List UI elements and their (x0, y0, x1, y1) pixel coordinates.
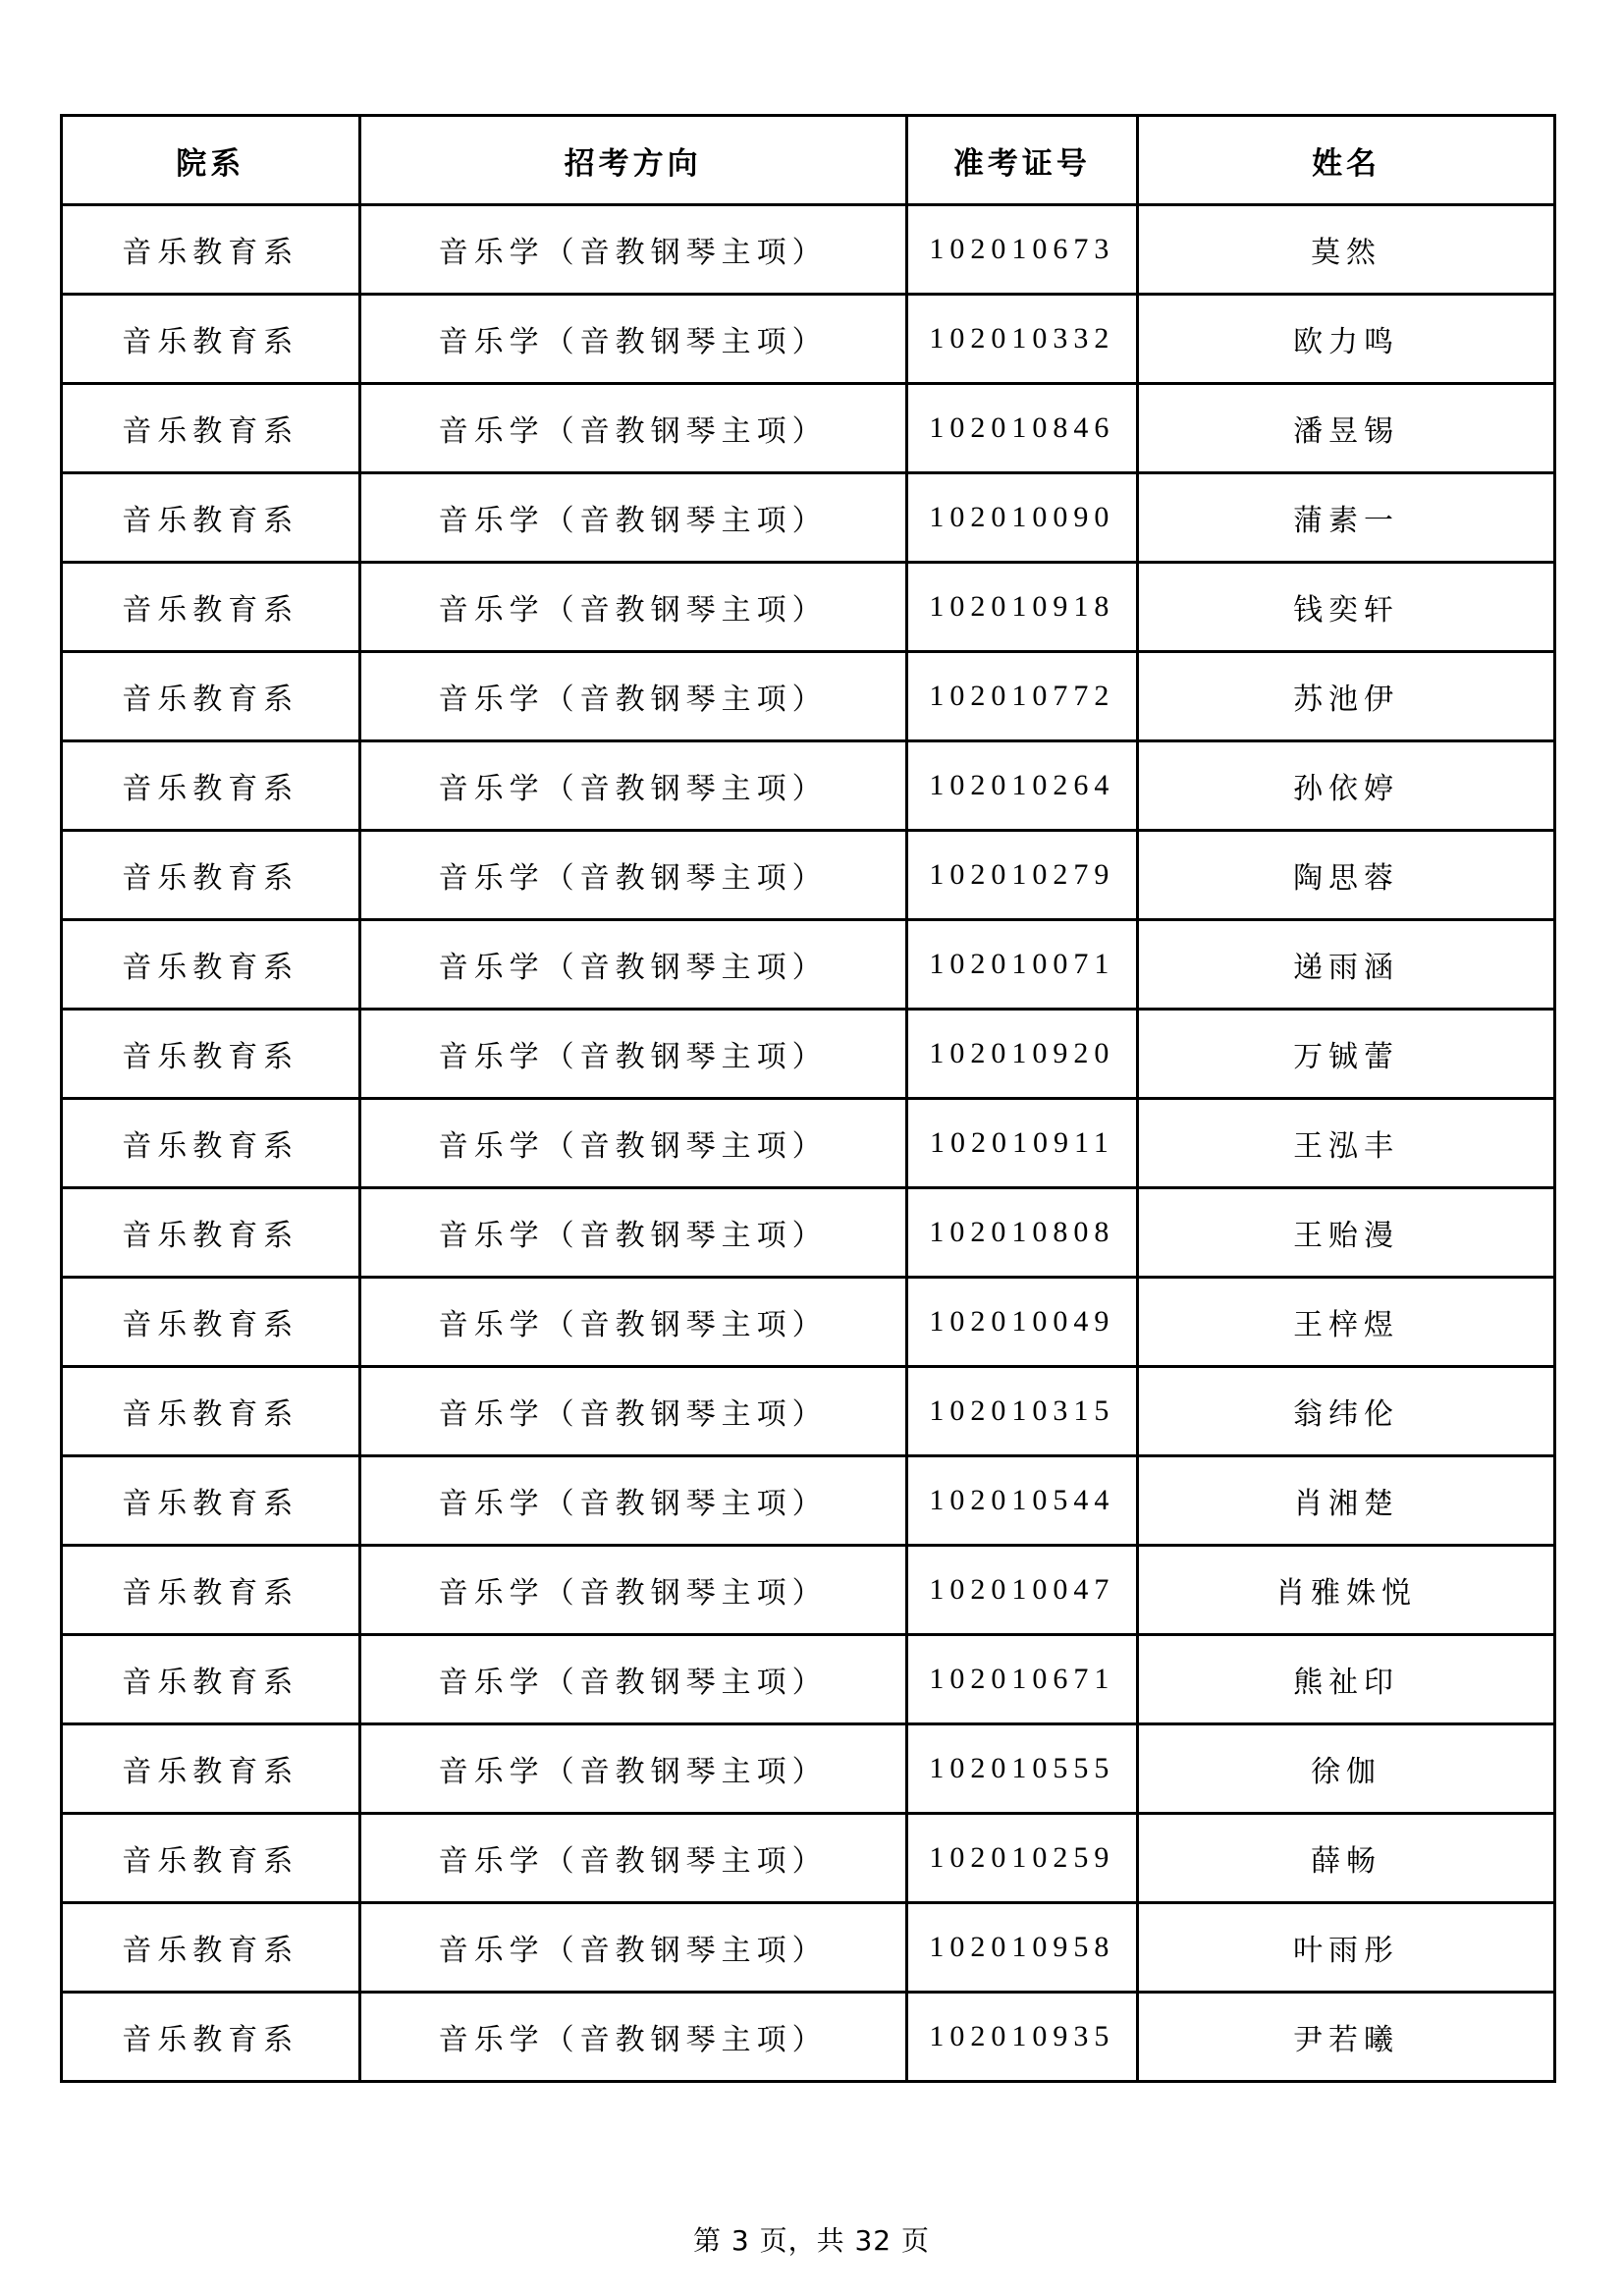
cell-department: 音乐教育系 (62, 1278, 360, 1367)
cell-exam-number: 102010279 (906, 831, 1137, 920)
cell-direction: 音乐学（音教钢琴主项） (359, 1367, 906, 1456)
cell-department: 音乐教育系 (62, 652, 360, 741)
cell-direction: 音乐学（音教钢琴主项） (359, 1278, 906, 1367)
cell-name: 孙依婷 (1138, 741, 1555, 831)
table-row (62, 1010, 1555, 1099)
cell-department: 音乐教育系 (62, 1724, 360, 1814)
cell-direction: 音乐学（音教钢琴主项） (359, 1456, 906, 1546)
cell-exam-number: 102010772 (906, 652, 1137, 741)
cell-department: 音乐教育系 (62, 1367, 360, 1456)
table-row (62, 205, 1555, 295)
table-row (62, 741, 1555, 831)
table-row (62, 831, 1555, 920)
cell-department: 音乐教育系 (62, 831, 360, 920)
table-row (62, 384, 1555, 473)
cell-name: 蒲素一 (1138, 473, 1555, 563)
cell-exam-number: 102010259 (906, 1814, 1137, 1903)
cell-exam-number: 102010808 (906, 1188, 1137, 1278)
cell-department: 音乐教育系 (62, 1814, 360, 1903)
cell-direction: 音乐学（音教钢琴主项） (359, 1903, 906, 1993)
cell-name: 苏池伊 (1138, 652, 1555, 741)
cell-name: 肖雅姝悦 (1138, 1546, 1555, 1635)
cell-name: 熊祉印 (1138, 1635, 1555, 1724)
cell-name: 肖湘楚 (1138, 1456, 1555, 1546)
table-row (62, 652, 1555, 741)
cell-name: 万铖蕾 (1138, 1010, 1555, 1099)
cell-name: 王梓煜 (1138, 1278, 1555, 1367)
cell-department: 音乐教育系 (62, 1546, 360, 1635)
table-row (62, 1546, 1555, 1635)
cell-department: 音乐教育系 (62, 1188, 360, 1278)
cell-exam-number: 102010264 (906, 741, 1137, 831)
cell-exam-number: 102010544 (906, 1456, 1137, 1546)
cell-name: 翁纬伦 (1138, 1367, 1555, 1456)
cell-exam-number: 102010090 (906, 473, 1137, 563)
cell-department: 音乐教育系 (62, 1099, 360, 1188)
table-row (62, 563, 1555, 652)
cell-department: 音乐教育系 (62, 1456, 360, 1546)
cell-department: 音乐教育系 (62, 295, 360, 384)
cell-direction: 音乐学（音教钢琴主项） (359, 1635, 906, 1724)
cell-direction: 音乐学（音教钢琴主项） (359, 831, 906, 920)
table-row (62, 1635, 1555, 1724)
cell-department: 音乐教育系 (62, 1903, 360, 1993)
cell-direction: 音乐学（音教钢琴主项） (359, 473, 906, 563)
cell-exam-number: 102010918 (906, 563, 1137, 652)
cell-name: 王泓丰 (1138, 1099, 1555, 1188)
cell-name: 叶雨彤 (1138, 1903, 1555, 1993)
cell-exam-number: 102010315 (906, 1367, 1137, 1456)
cell-name: 莫然 (1138, 205, 1555, 295)
cell-department: 音乐教育系 (62, 920, 360, 1010)
cell-name: 递雨涵 (1138, 920, 1555, 1010)
cell-direction: 音乐学（音教钢琴主项） (359, 1010, 906, 1099)
cell-exam-number: 102010958 (906, 1903, 1137, 1993)
table-row (62, 1903, 1555, 1993)
cell-department: 音乐教育系 (62, 741, 360, 831)
cell-direction: 音乐学（音教钢琴主项） (359, 652, 906, 741)
table-row (62, 1456, 1555, 1546)
header-department: 院系 (62, 116, 360, 205)
cell-exam-number: 102010047 (906, 1546, 1137, 1635)
cell-department: 音乐教育系 (62, 563, 360, 652)
table-row (62, 295, 1555, 384)
cell-name: 王贻漫 (1138, 1188, 1555, 1278)
cell-exam-number: 102010920 (906, 1010, 1137, 1099)
cell-direction: 音乐学（音教钢琴主项） (359, 563, 906, 652)
cell-department: 音乐教育系 (62, 1993, 360, 2082)
cell-exam-number: 102010673 (906, 205, 1137, 295)
page-number: 第 3 页，共 32 页 (692, 2224, 931, 2257)
cell-exam-number: 102010071 (906, 920, 1137, 1010)
cell-department: 音乐教育系 (62, 205, 360, 295)
cell-name: 尹若曦 (1138, 1993, 1555, 2082)
cell-name: 欧力鸣 (1138, 295, 1555, 384)
cell-direction: 音乐学（音教钢琴主项） (359, 741, 906, 831)
table-header (62, 116, 1555, 205)
cell-exam-number: 102010332 (906, 295, 1137, 384)
cell-department: 音乐教育系 (62, 473, 360, 563)
cell-direction: 音乐学（音教钢琴主项） (359, 295, 906, 384)
table-body (62, 205, 1555, 2082)
cell-department: 音乐教育系 (62, 1010, 360, 1099)
cell-name: 潘昱锡 (1138, 384, 1555, 473)
table-row (62, 473, 1555, 563)
cell-exam-number: 102010555 (906, 1724, 1137, 1814)
cell-direction: 音乐学（音教钢琴主项） (359, 1546, 906, 1635)
cell-direction: 音乐学（音教钢琴主项） (359, 205, 906, 295)
header-row (62, 116, 1555, 205)
table-row (62, 1814, 1555, 1903)
cell-exam-number: 102010911 (906, 1099, 1137, 1188)
cell-direction: 音乐学（音教钢琴主项） (359, 920, 906, 1010)
cell-direction: 音乐学（音教钢琴主项） (359, 1993, 906, 2082)
cell-name: 钱奕轩 (1138, 563, 1555, 652)
table-row (62, 920, 1555, 1010)
table-row (62, 1993, 1555, 2082)
cell-direction: 音乐学（音教钢琴主项） (359, 1724, 906, 1814)
cell-direction: 音乐学（音教钢琴主项） (359, 1188, 906, 1278)
cell-exam-number: 102010049 (906, 1278, 1137, 1367)
table-row (62, 1367, 1555, 1456)
table-row (62, 1188, 1555, 1278)
cell-exam-number: 102010935 (906, 1993, 1137, 2082)
cell-name: 薛畅 (1138, 1814, 1555, 1903)
header-name: 姓名 (1138, 116, 1555, 205)
cell-name: 徐伽 (1138, 1724, 1555, 1814)
cell-direction: 音乐学（音教钢琴主项） (359, 1099, 906, 1188)
cell-department: 音乐教育系 (62, 384, 360, 473)
table-row (62, 1278, 1555, 1367)
cell-exam-number: 102010671 (906, 1635, 1137, 1724)
header-exam-number: 准考证号 (906, 116, 1137, 205)
table-row (62, 1099, 1555, 1188)
cell-direction: 音乐学（音教钢琴主项） (359, 384, 906, 473)
cell-direction: 音乐学（音教钢琴主项） (359, 1814, 906, 1903)
cell-exam-number: 102010846 (906, 384, 1137, 473)
candidate-list-table (60, 114, 1556, 2083)
cell-department: 音乐教育系 (62, 1635, 360, 1724)
header-direction: 招考方向 (359, 116, 906, 205)
cell-name: 陶思蓉 (1138, 831, 1555, 920)
table-row (62, 1724, 1555, 1814)
